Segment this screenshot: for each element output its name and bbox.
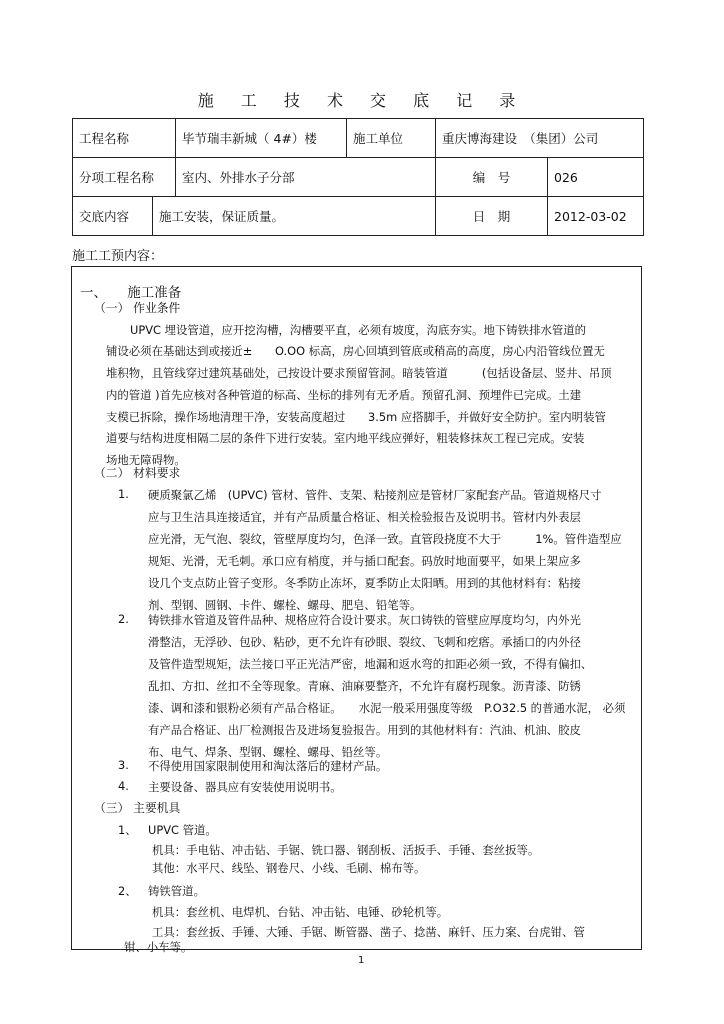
body-text-line: 不得使用国家限制使用和淘汰落后的建材产品。 — [148, 759, 388, 773]
document-title: 施 工 技 术 交 底 记 录 — [197, 91, 527, 110]
body-text-line: 布、电气、焊条、型钢、螺栓、螺母、铅丝等。 — [148, 745, 388, 759]
body-text-line: UPVC 管道。 — [148, 823, 217, 837]
contractor-label: 施工单位 — [347, 119, 436, 158]
body-text-line: 2. — [118, 612, 129, 626]
body-text-line: 堆积物，且管线穿过建筑基础处，己按设计要求预留管洞。暗装管道 (包括设备层、竖井、吊顶 — [106, 366, 612, 380]
table-row — [73, 119, 644, 158]
header-table — [72, 118, 644, 236]
content-box — [71, 266, 642, 954]
body-text-line: 滑整洁，无浮砂、包砂、粘砂，更不允许有砂眼、裂纹、飞刺和疙瘩。承插口的内外径 — [148, 635, 581, 649]
section-heading: （二） 材料要求 — [94, 466, 181, 480]
project-name-value: 毕节瑞丰新城（ 4#）楼 — [176, 119, 347, 158]
body-text-line: 主要设备、器具应有安装使用说明书。 — [148, 780, 342, 794]
body-text-line: 规矩、光滑，无毛刺。承口应有梢度，并与插口配套。码放时地面要平，如果上架应多 — [148, 554, 581, 568]
body-text-line: 4. — [118, 779, 129, 793]
body-text-line: 有产品合格证、出厂检测报告及进场复验报告。用到的其他材料有：汽油、机油、胶皮 — [148, 723, 581, 737]
body-text-line: 内的管道 )首先应核对各种管道的标高、坐标的排列有无矛盾。预留孔洞、预埋件已完成。土建 — [106, 388, 582, 402]
body-text-line: 铺设必须在基础达到或接近± O.OO 标高，房心回填到管底或稍高的高度，房心内沿管线位置无 — [106, 344, 605, 358]
table-row — [73, 197, 644, 236]
body-text-line: 3. — [118, 758, 129, 772]
body-text-line: 机具：套丝机、电焊机、台钻、冲击钻、电锤、砂轮机等。 — [152, 905, 449, 919]
body-text-line: UPVC 埋设管道，应开挖沟槽，沟槽要平直，必须有坡度，沟底夯实。地下铸铁排水管道的 — [130, 323, 587, 337]
body-text-line: 剂、型钢、圆钢、卡件、螺栓、螺母、肥皂、铅笔等。 — [148, 598, 422, 612]
section-label: 施工工预内容： — [72, 249, 164, 264]
body-text-line: 2、 — [118, 884, 137, 898]
content-label: 交底内容 — [73, 197, 153, 236]
body-text-line: 钳、小车等。 — [124, 940, 193, 954]
section-heading: 一、 施工准备 — [80, 285, 182, 301]
table-row — [73, 158, 644, 197]
number-value: 026 — [548, 158, 644, 197]
body-text-line: 铸铁管道。 — [148, 884, 205, 898]
section-heading: （三） 主要机具 — [94, 801, 181, 815]
body-text-line: 设几个支点防止管子变形。冬季防止冻坏，夏季防止太阳晒。用到的其他材料有：粘接 — [148, 576, 581, 590]
body-text-line: 及管件造型规矩，法兰接口平正光洁严密，地漏和返水弯的扣距必须一致，不得有偏扣、 — [148, 657, 593, 671]
body-text-line: 铸铁排水管道及管件品种、规格应符合设计要求。灰口铸铁的管壁应厚度均匀，内外光 — [148, 613, 581, 627]
project-name-label: 工程名称 — [73, 119, 176, 158]
body-text-line: 应光滑，无气泡、裂纹，管壁厚度均匀，色泽一致。直管段挠度不大于 1%。管件造型应 — [148, 532, 622, 546]
section-heading: （一） 作业条件 — [94, 301, 181, 315]
number-label: 编 号 — [436, 158, 548, 197]
date-label: 日 期 — [436, 197, 548, 236]
body-text-line: 1、 — [118, 823, 137, 837]
subproject-value: 室内、外排水子分部 — [176, 158, 436, 197]
body-text-line: 机具：手电钻、冲击钻、手锯、铣口器、钢刮板、活扳手、手锤、套丝扳等。 — [152, 843, 540, 857]
body-text-line: 道要与结构进度相隔二层的条件下进行安装。室内地平线应弹好，粗装修抹灰工程已完成。安装 — [106, 431, 585, 445]
body-text-line: 应与卫生洁具连接适宜，并有产品质量合格证、相关检验报告及说明书。管材内外表层 — [148, 510, 581, 524]
body-text-line: 其他：水平尺、线坠、钢卷尺、小线、毛刷、棉布等。 — [152, 861, 426, 875]
contractor-value: 重庆博海建设 （集团）公司 — [436, 119, 644, 158]
body-text-line: 场地无障碍物。 — [106, 453, 186, 467]
body-text-line: 工具：套丝扳、手锤、大锤、手锯、断管器、凿子、捻凿、麻钎、压力案、台虎钳、管 — [152, 925, 585, 939]
body-text-line: 1. — [118, 487, 129, 501]
body-text-line: 硬质聚氯乙烯 (UPVC) 管材、管件、支架、粘接剂应是管材厂家配套产品。管道规格尺寸 — [148, 488, 602, 502]
body-text-line: 漆、调和漆和银粉必须有产品合格证。 水泥一般采用强度等级 P.O32.5 的普通水泥， 必须 — [148, 701, 626, 715]
content-value: 施工安装，保证质量。 — [153, 197, 436, 236]
body-text-line: 乱扣、方扣、丝扣不全等现象。青麻、油麻要整齐，不允许有腐朽现象。沥青漆、防锈 — [148, 679, 581, 693]
body-text-line: 支模已拆除，操作场地清理干净，安装高度超过 3.5m 应搭脚手，并做好安全防护。室内明装管 — [106, 410, 606, 424]
page-number: 1 — [358, 955, 365, 966]
date-value: 2012-03-02 — [548, 197, 644, 236]
subproject-label: 分项工程名称 — [73, 158, 176, 197]
